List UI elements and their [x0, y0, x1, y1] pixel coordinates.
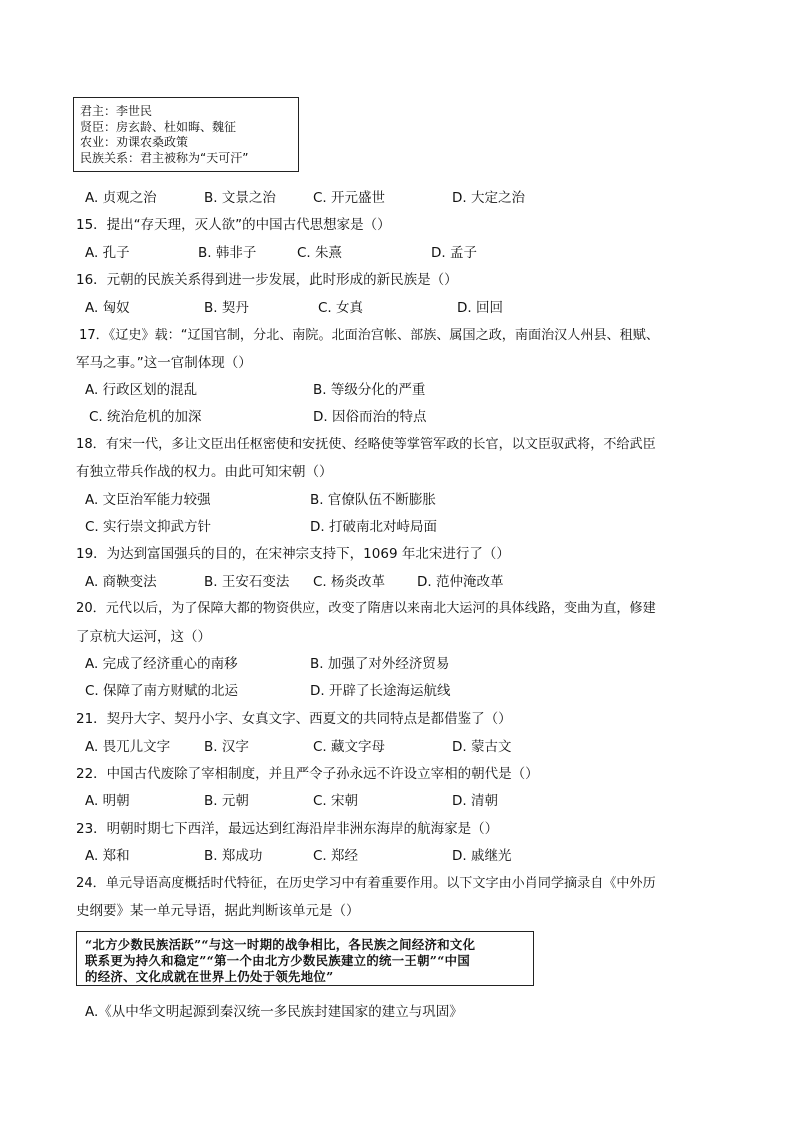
- option-d: D. 范仲淹改革: [417, 574, 504, 590]
- option-c: C. 开元盛世: [313, 190, 386, 206]
- option-a: A. 孔子: [85, 245, 130, 261]
- option-a: A. 畏兀儿文字: [85, 739, 171, 755]
- option-b: B. 郑成功: [204, 848, 263, 864]
- question-20-line1: 20．元代以后，为了保障大都的物资供应，改变了隋唐以来南北大运河的具体线路，变曲为直，修建: [76, 601, 656, 616]
- option-a: A.《从中华文明起源到秦汉统一多民族封建国家的建立与巩固》: [85, 1004, 463, 1020]
- option-a: A. 商鞅变法: [85, 574, 157, 590]
- option-a: A. 匈奴: [85, 300, 130, 316]
- option-c: C. 藏文字母: [313, 739, 386, 755]
- option-c: C. 女真: [318, 300, 364, 316]
- option-b: B. 汉字: [204, 739, 249, 755]
- option-d: D. 因俗而治的特点: [313, 409, 427, 425]
- option-a: A. 行政区划的混乱: [85, 382, 198, 398]
- option-d: D. 开辟了长途海运航线: [310, 683, 451, 699]
- question-21: 21．契丹大字、契丹小字、女真文字、西夏文的共同特点是都借鉴了（）: [76, 711, 512, 727]
- question-15: 15．提出“存天理，灭人欲”的中国古代思想家是（）: [76, 217, 391, 233]
- option-a: A. 完成了经济重心的南移: [85, 656, 238, 672]
- option-c: C. 实行崇文抑武方针: [85, 519, 212, 535]
- option-c: C. 郑经: [313, 848, 359, 864]
- question-24-line1: 24．单元导语高度概括时代特征，在历史学习中有着重要作用。以下文字由小肖同学摘录自《中外历: [76, 876, 656, 891]
- option-a: A. 明朝: [85, 793, 130, 809]
- option-d: D. 清朝: [452, 793, 498, 809]
- quote-line: 联系更为持久和稳定”“第一个由北方少数民族建立的统一王朝”“中国: [85, 953, 471, 968]
- option-d: D. 大定之治: [452, 190, 525, 206]
- box-line: 农业：劝课农桑政策: [80, 135, 189, 149]
- option-c: C. 保障了南方财赋的北运: [85, 683, 239, 699]
- box-line: 贤臣：房玄龄、杜如晦、魏征: [80, 119, 237, 134]
- option-c: C. 统治危机的加深: [89, 409, 202, 425]
- question-18-line2: 有独立带兵作战的权力。由此可知宋朝（）: [76, 464, 333, 480]
- option-b: B. 加强了对外经济贸易: [310, 656, 450, 672]
- option-c: C. 朱熹: [297, 245, 343, 261]
- box-line: 民族关系：君主被称为“天可汗”: [80, 150, 249, 165]
- info-box: [73, 97, 299, 172]
- option-b: B. 元朝: [204, 793, 249, 809]
- option-a: A. 郑和: [85, 848, 130, 864]
- option-d: D. 蒙古文: [452, 739, 512, 755]
- option-b: B. 王安石变法: [204, 574, 290, 590]
- question-19: 19．为达到富国强兵的目的，在宋神宗支持下，1069 年北宋进行了（）: [76, 546, 510, 562]
- option-b: B. 等级分化的严重: [313, 382, 426, 398]
- quote-box: [76, 931, 534, 986]
- option-b: B. 韩非子: [198, 245, 257, 261]
- quote-line: 的经济、文化成就在世界上仍处于领先地位”: [85, 969, 334, 984]
- option-c: C. 杨炎改革: [313, 574, 386, 590]
- option-d: D. 孟子: [431, 245, 477, 261]
- option-d: D. 戚继光: [452, 848, 512, 864]
- option-b: B. 官僚队伍不断膨胀: [310, 492, 436, 508]
- question-17-line1: 17．《辽史》载：“辽国官制，分北、南院。北面治宫帐、部族、属国之政，南面治汉人州县、租赋、: [79, 328, 659, 343]
- option-b: B. 契丹: [204, 300, 249, 316]
- option-d: D. 打破南北对峙局面: [310, 519, 437, 535]
- option-a: A. 贞观之治: [85, 190, 157, 206]
- question-22: 22．中国古代废除了宰相制度，并且严令子孙永远不许设立宰相的朝代是（）: [76, 766, 539, 782]
- quote-line: “北方少数民族活跃”“与这一时期的战争相比，各民族之间经济和文化: [85, 937, 476, 952]
- question-23: 23．明朝时期七下西洋，最远达到红海沿岸非洲东海岸的航海家是（）: [76, 821, 499, 837]
- box-line: 君主：李世民: [80, 104, 153, 118]
- question-16: 16．元朝的民族关系得到进一步发展，此时形成的新民族是（）: [76, 272, 458, 288]
- option-c: C. 宋朝: [313, 793, 359, 809]
- question-18-line1: 18．有宋一代，多让文臣出任枢密使和安抚使、经略使等掌管军政的长官，以文臣驭武将，不给武臣: [76, 437, 656, 452]
- question-20-line2: 了京杭大运河，这（）: [76, 629, 211, 645]
- option-a: A. 文臣治军能力较强: [85, 492, 211, 508]
- option-d: D. 回回: [457, 300, 503, 316]
- option-b: B. 文景之治: [204, 190, 276, 206]
- question-17-line2: 军马之事。”这一官制体现（）: [76, 355, 252, 371]
- question-24-line2: 史纲要》某一单元导语，据此判断该单元是（）: [76, 903, 360, 919]
